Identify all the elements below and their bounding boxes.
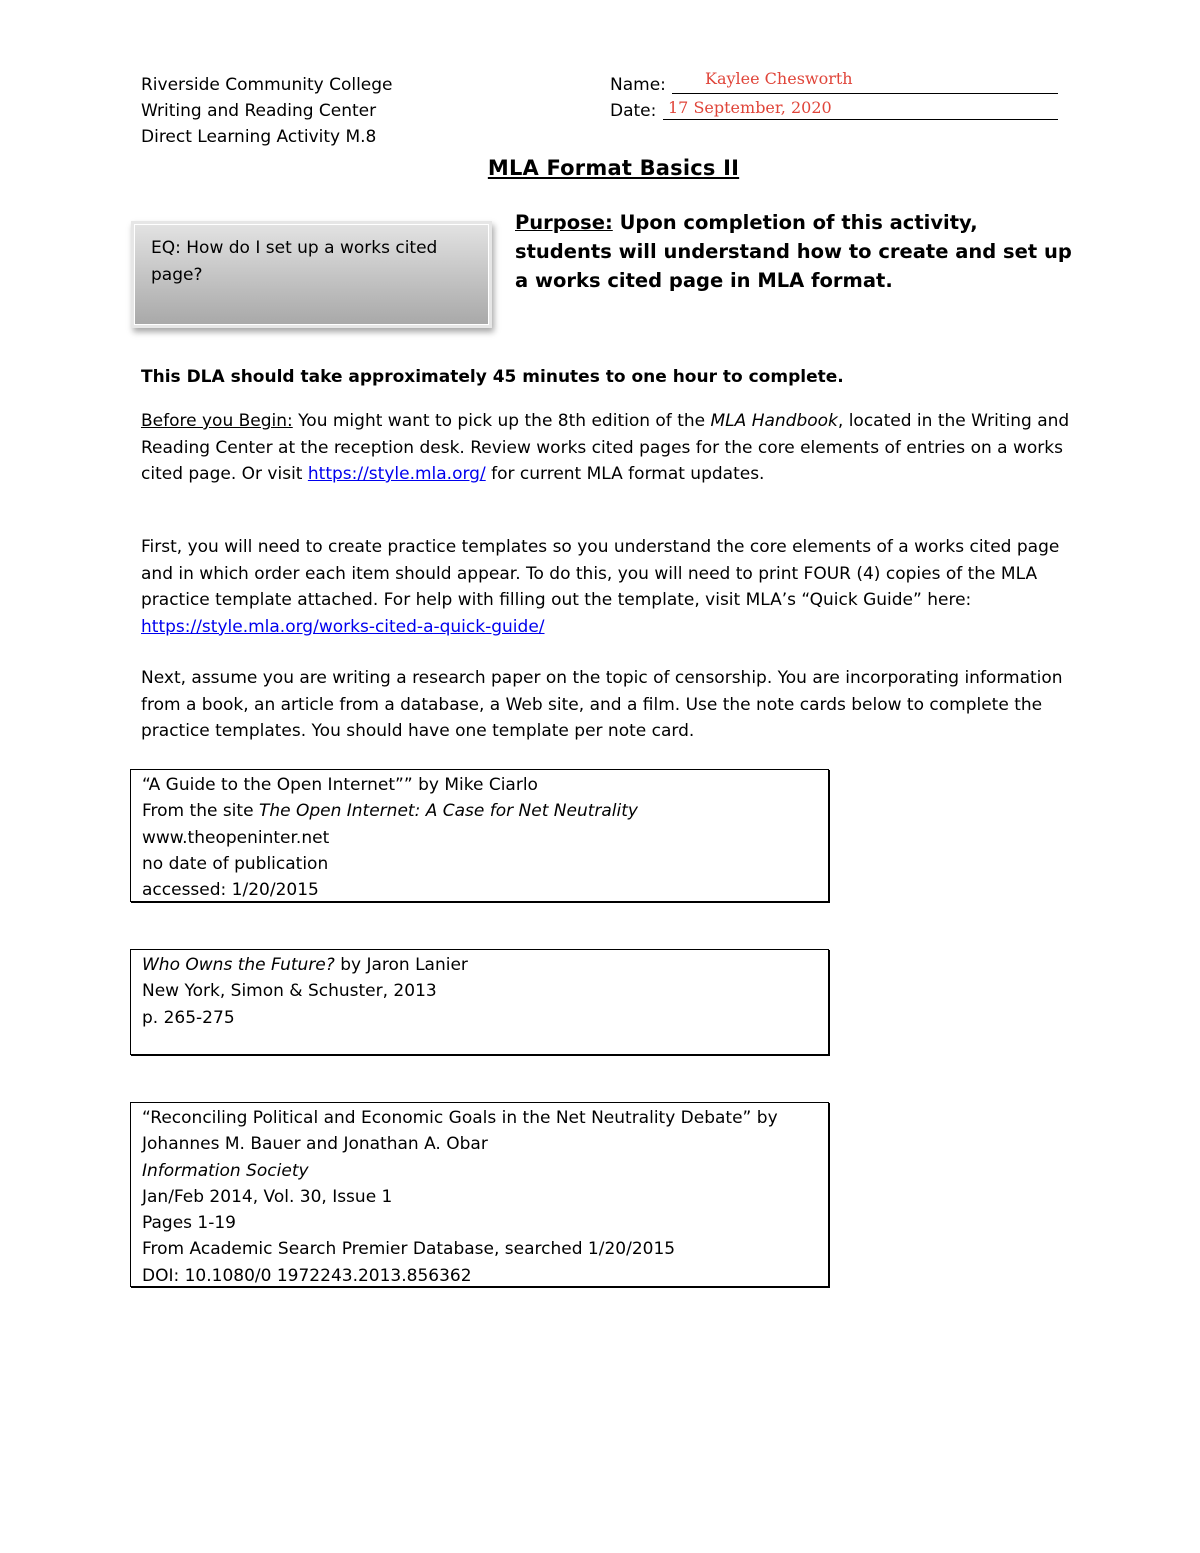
book-title: Who Owns the Future? xyxy=(142,955,335,975)
first-paragraph-text: First, you will need to create practice templates so you understand the core elements of a works cited page and in which order each item should appear. To do this, you will need to print FOUR (4) copies of the MLA practice template attached. For help with filling out the template, visit MLA’s “Quick Guide” here: xyxy=(141,537,1060,610)
purpose-statement xyxy=(515,208,1075,295)
date-value[interactable]: 17 September, 2020 xyxy=(668,98,832,117)
card-line: www.theopeninter.net xyxy=(142,827,330,848)
institution-name: Riverside Community College xyxy=(141,75,393,95)
before-you-begin-label: Before you Begin: xyxy=(141,411,293,431)
first-paragraph xyxy=(141,534,1071,640)
next-paragraph: Next, assume you are writing a research paper on the topic of censorship. You are incorporating information from a book, an article from a database, a Web site, and a film. Use the note cards below to complete the practice templates. You should have one template per note card. xyxy=(141,668,1063,741)
before-you-begin-paragraph xyxy=(141,408,1071,488)
before-text-1: You might want to pick up the 8th edition of the xyxy=(292,411,711,431)
eq-label: EQ: xyxy=(151,238,181,258)
card-line: “Reconciling Political and Economic Goals in the Net Neutrality Debate” by xyxy=(142,1108,778,1128)
card-text: by Jaron Lanier xyxy=(334,955,468,975)
mla-style-link[interactable]: https://style.mla.org/ xyxy=(307,464,486,484)
card-text: From the site xyxy=(142,801,259,822)
date-label: Date: xyxy=(610,101,657,121)
name-label: Name: xyxy=(610,75,666,95)
eq-question: How do I set up a works cited page? xyxy=(151,238,438,285)
eq-box xyxy=(134,224,489,325)
journal-title: Information Society xyxy=(142,1160,309,1181)
card-line xyxy=(142,952,468,978)
card-line: p. 265-275 xyxy=(142,1007,235,1028)
card-lines xyxy=(142,952,468,1031)
purpose-label: Purpose: xyxy=(515,211,613,234)
purpose-text: Upon completion of this activity, students will understand how to create and set up a works cited page in MLA format. xyxy=(515,211,1072,292)
card-line xyxy=(142,798,638,824)
site-title: The Open Internet: A Case for Net Neutrality xyxy=(258,801,638,822)
name-value[interactable]: Kaylee Chesworth xyxy=(705,69,853,88)
name-underline xyxy=(672,93,1058,94)
card-line: Johannes M. Bauer and Jonathan A. Obar xyxy=(142,1134,488,1155)
note-card-article xyxy=(130,1102,829,1287)
card-line: accessed: 1/20/2015 xyxy=(142,880,319,901)
card-line: New York, Simon & Schuster, 2013 xyxy=(142,981,437,1002)
date-field[interactable] xyxy=(610,98,1058,124)
time-note: This DLA should take approximately 45 minutes to one hour to complete. xyxy=(141,367,844,387)
center-name: Writing and Reading Center xyxy=(141,101,377,121)
card-lines xyxy=(142,1105,778,1289)
activity-name: Direct Learning Activity M.8 xyxy=(141,127,377,147)
quick-guide-link[interactable]: https://style.mla.org/works-cited-a-quick-guide/ xyxy=(141,616,545,637)
eq-text xyxy=(151,235,471,289)
card-line: DOI: 10.1080/0 1972243.2013.856362 xyxy=(142,1265,472,1286)
note-card-book xyxy=(130,949,829,1055)
card-line: no date of publication xyxy=(142,853,329,874)
card-line: Pages 1-19 xyxy=(142,1213,236,1234)
before-text-3: for current MLA format updates. xyxy=(485,464,765,484)
card-line: Jan/Feb 2014, Vol. 30, Issue 1 xyxy=(142,1186,393,1207)
note-card-website xyxy=(130,769,829,902)
before-text-2: , located in the Writing and Reading Center at the reception desk. Review works cited pages for the core elements of entries on a works cited page. Or visit xyxy=(141,411,1070,484)
page-title: MLA Format Basics II xyxy=(487,156,740,180)
card-line: “A Guide to the Open Internet”” by Mike Ciarlo xyxy=(142,775,538,795)
card-lines xyxy=(142,772,638,903)
handbook-title: MLA Handbook xyxy=(710,411,838,431)
card-line: From Academic Search Premier Database, searched 1/20/2015 xyxy=(142,1239,676,1260)
